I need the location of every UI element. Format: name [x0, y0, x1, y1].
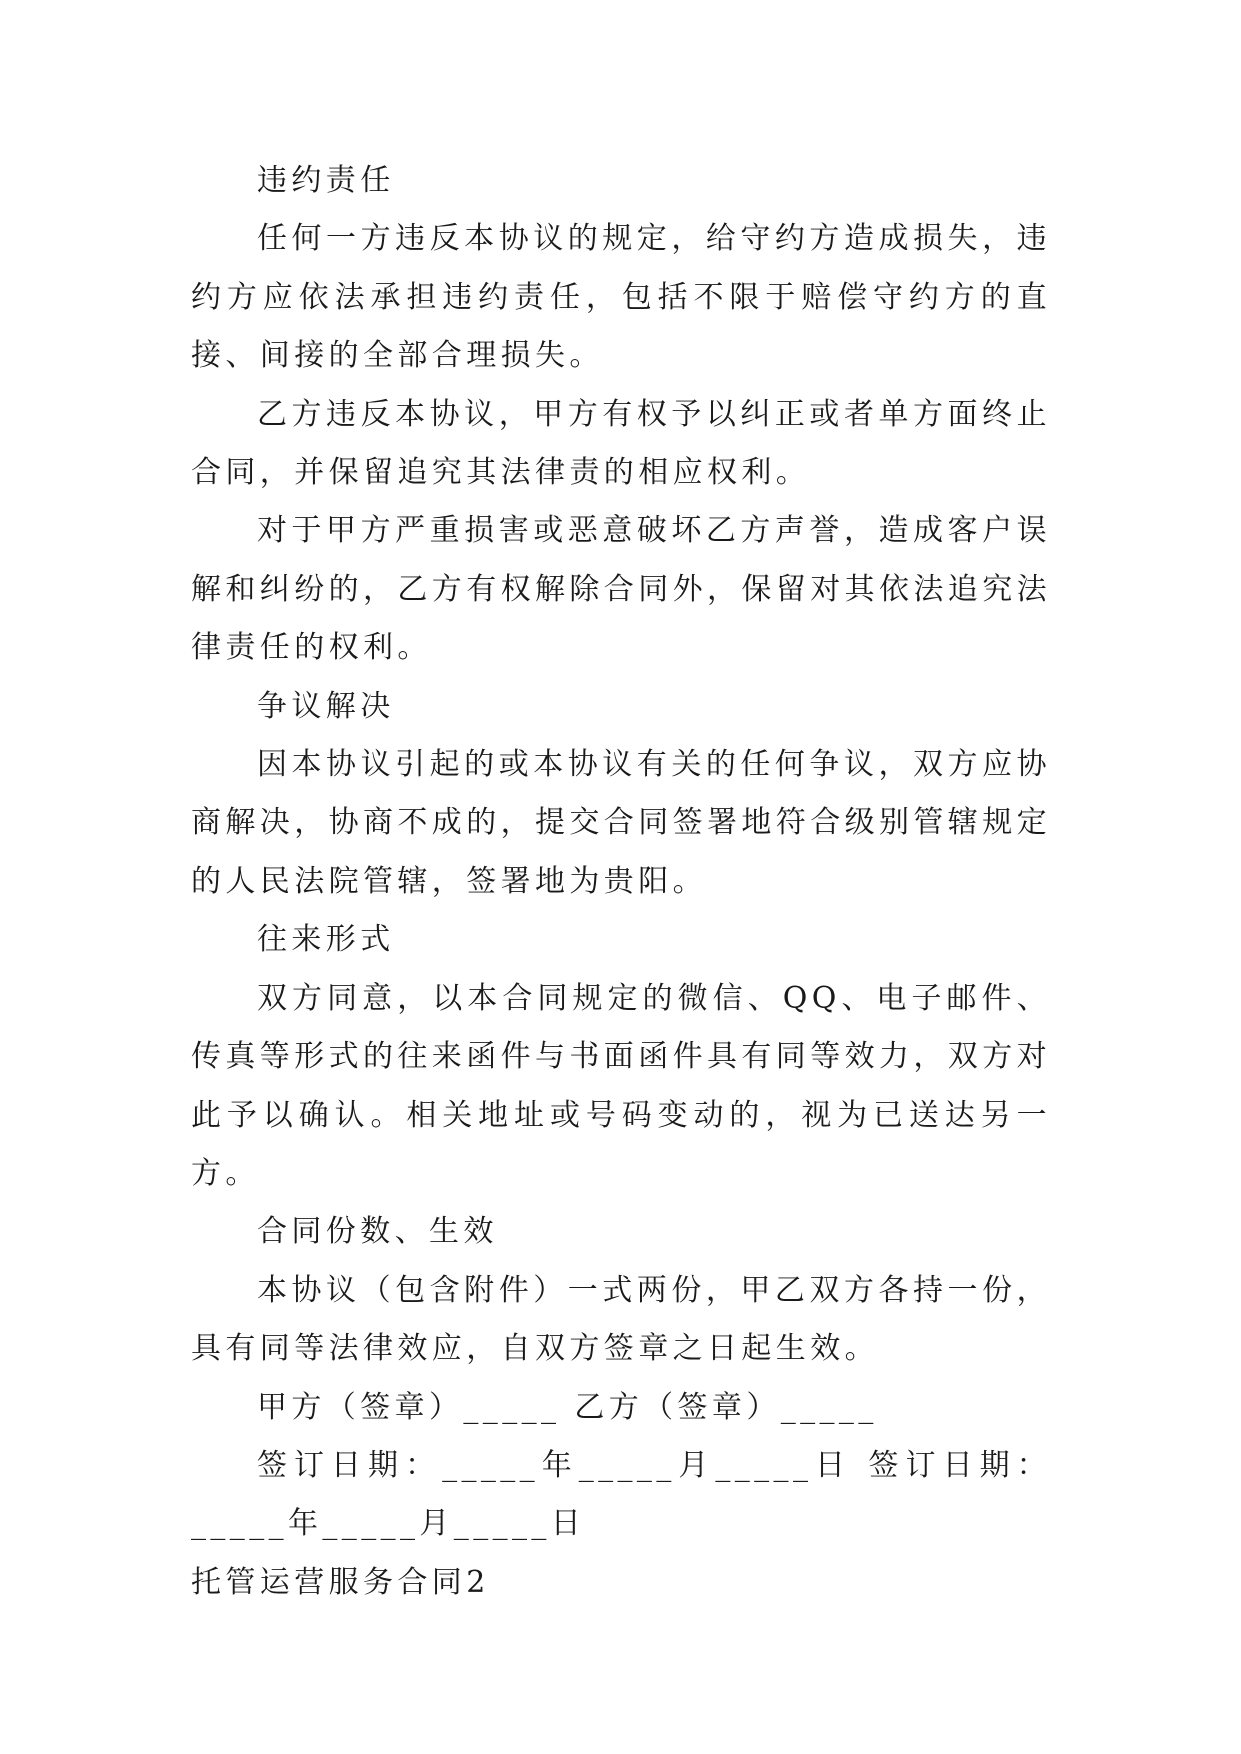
section-heading-copies-effect: 合同份数、生效 — [257, 1214, 498, 1250]
document-body — [191, 152, 1051, 1612]
paragraph-party-b-breach: 乙方违反本协议，甲方有权予以纠正或者单方面终止合同，并保留追究其法律责的相应权利。 — [191, 396, 1051, 491]
paragraph-breach-liability: 任何一方违反本协议的规定，给守约方造成损失，违约方应依法承担违约责任，包括不限于赔偿守约方的直接、间接的全部合理损失。 — [191, 221, 1051, 374]
section-heading-correspondence: 往来形式 — [257, 922, 395, 958]
paragraph-dispute-resolution: 因本协议引起的或本协议有关的任何争议，双方应协商解决，协商不成的，提交合同签署地符合级别管辖规定的人民法院管辖，签署地为贵阳。 — [191, 747, 1051, 899]
section-heading-dispute: 争议解决 — [257, 688, 395, 724]
signature-line: 甲方（签章）_____ 乙方（签章）_____ — [257, 1389, 878, 1425]
next-contract-title: 托管运营服务合同2 — [191, 1564, 490, 1600]
signing-date-line: 签订日期：_____年_____月_____日 签订日期：_____年_____月_____日 — [191, 1447, 1051, 1542]
section-heading-breach: 违约责任 — [257, 163, 395, 198]
paragraph-copies-effect: 本协议（包含附件）一式两份，甲乙双方各持一份，具有同等法律效应，自双方签章之日起生效。 — [191, 1272, 1051, 1367]
paragraph-party-a-reputation: 对于甲方严重损害或恶意破坏乙方声誉，造成客户误解和纠纷的，乙方有权解除合同外，保留对其依法追究法律责任的权利。 — [191, 513, 1051, 666]
paragraph-correspondence: 双方同意，以本合同规定的微信、QQ、电子邮件、传真等形式的往来函件与书面函件具有同等效力，双方对此予以确认。相关地址或号码变动的，视为已送达另一方。 — [191, 980, 1051, 1191]
